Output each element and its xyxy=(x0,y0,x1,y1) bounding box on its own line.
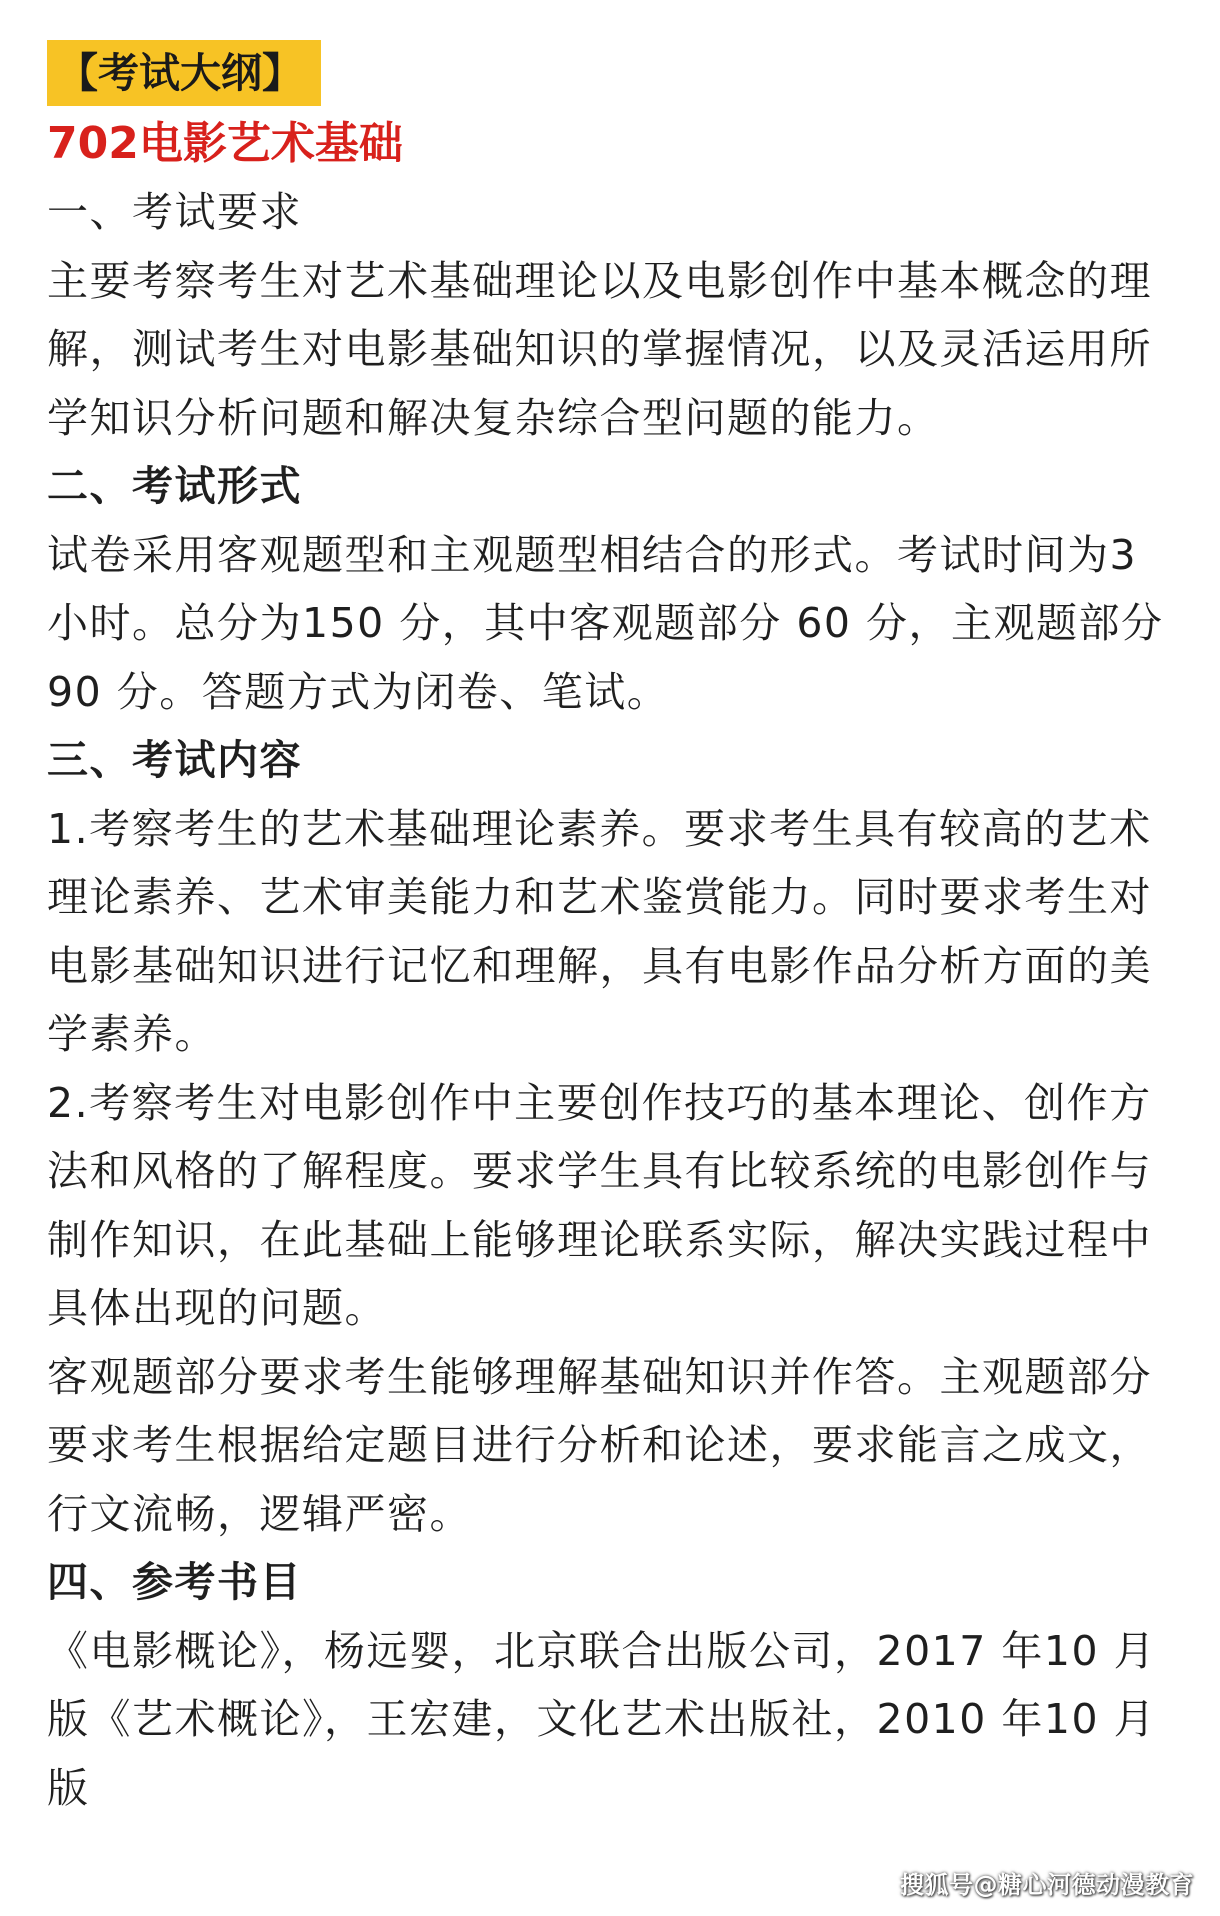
section-text-requirements: 主要考察考生对艺术基础理论以及电影创作中基本概念的理解，测试考生对电影基础知识的掌握情况，以及灵活运用所学知识分析问题和解决复杂综合型问题的能力。 xyxy=(47,256,1152,442)
course-title: 702电影艺术基础 xyxy=(47,118,403,169)
section-text-format: 试卷采用客观题型和主观题型相结合的形式。考试时间为3 小时。总分为150 分，其中客观题部分 60 分，主观题部分 90 分。答题方式为闭卷、笔试。 xyxy=(47,530,1164,716)
section-heading-references: 四、参考书目 xyxy=(47,1558,302,1606)
section-text-references: 《电影概论》，杨远婴，北京联合出版公司，2017 年10 月版《艺术概论》，王宏建，文化艺术出版社，2010 年10 月版 xyxy=(47,1626,1157,1812)
section-heading-requirements: 一、考试要求 xyxy=(47,188,302,236)
section-heading-format: 二、考试形式 xyxy=(47,462,302,510)
outline-tag: 【考试大纲】 xyxy=(47,40,321,106)
outline-body xyxy=(47,178,1177,1822)
section-heading-content: 三、考试内容 xyxy=(47,736,302,784)
section-text-content: 客观题部分要求考生能够理解基础知识并作答。主观题部分要求考生根据给定题目进行分析和论述，要求能言之成文，行文流畅，逻辑严密。 xyxy=(47,1352,1152,1538)
section-content-item-1: 1.考察考生的艺术基础理论素养。要求考生具有较高的艺术理论素养、艺术审美能力和艺术鉴赏能力。同时要求考生对电影基础知识进行记忆和理解，具有电影作品分析方面的美学素养。 xyxy=(47,804,1152,1058)
section-content-item-2: 2.考察考生对电影创作中主要创作技巧的基本理论、创作方法和风格的了解程度。要求学生具有比较系统的电影创作与制作知识，在此基础上能够理论联系实际，解决实践过程中具体出现的问题。 xyxy=(47,1078,1152,1332)
watermark: 搜狐号@糖心河德动漫教育 xyxy=(900,1871,1194,1899)
